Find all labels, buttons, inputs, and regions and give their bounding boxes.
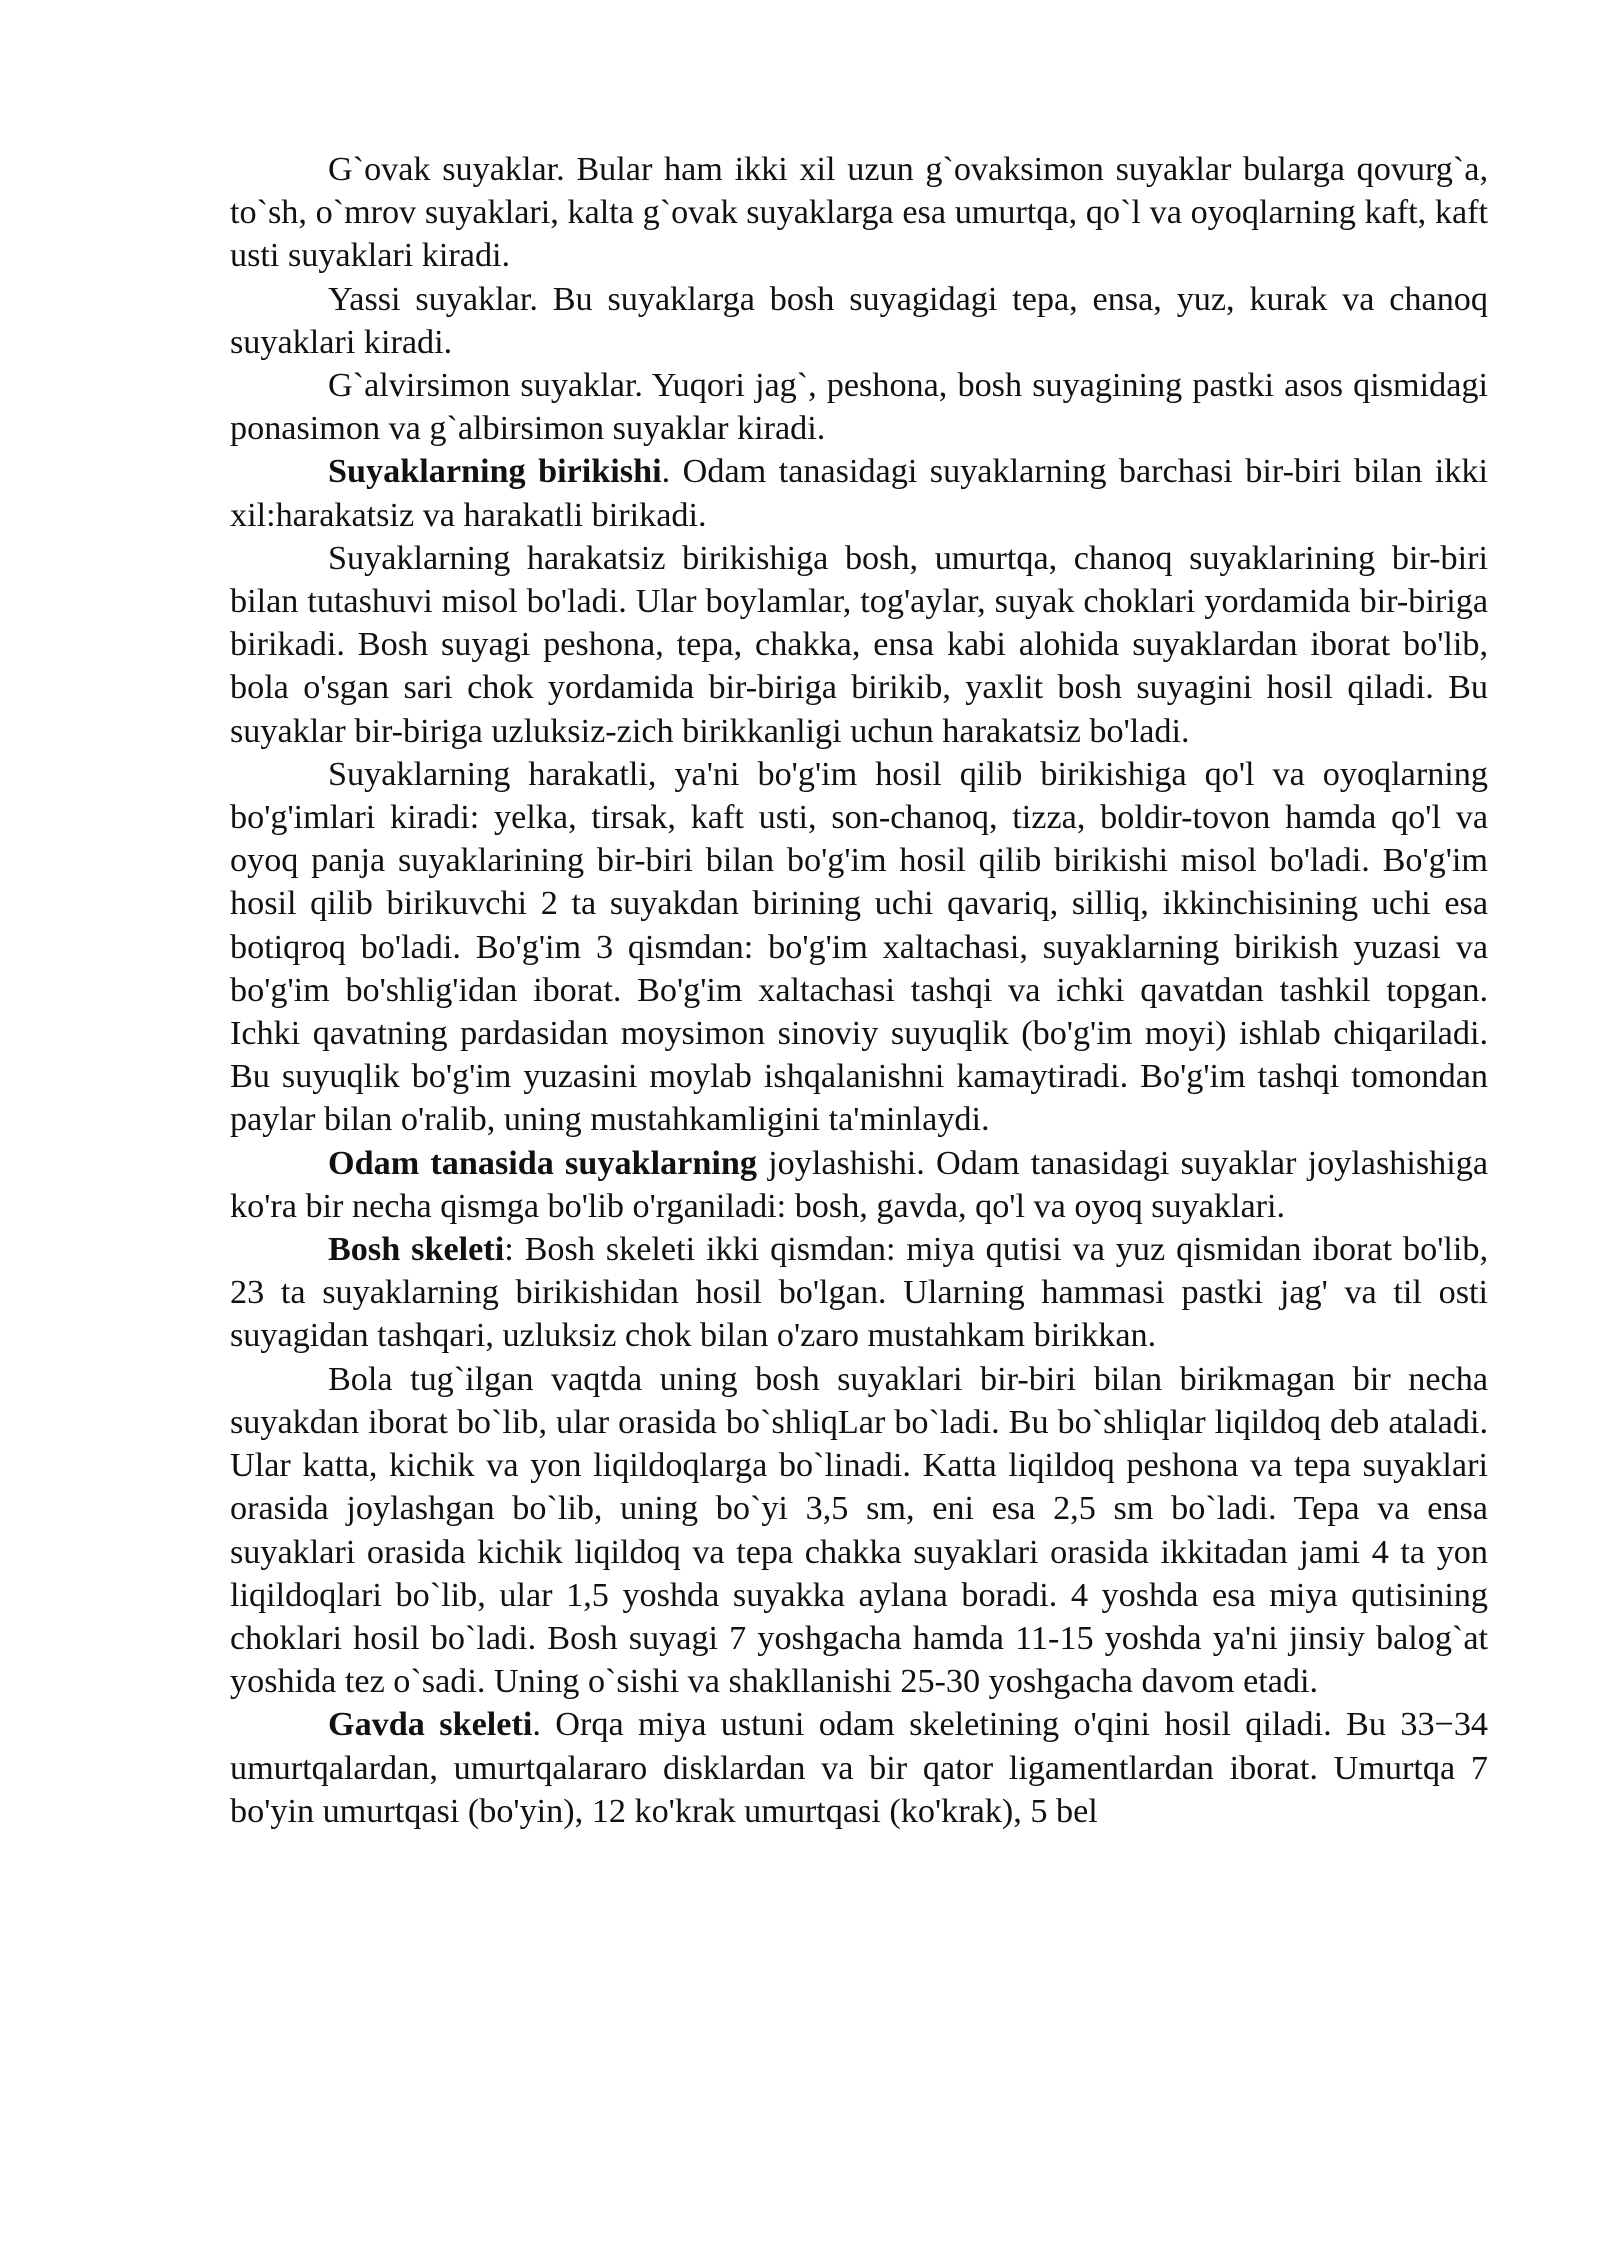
paragraph-text: Suyaklarning harakatsiz birikishiga bosh, umurtqa, chanoq suyaklarining bir-biri bilan tutashuvi misol bo'ladi. Ular boylamlar, tog'aylar, suyak choklari yordamida bir-biriga birikadi. Bosh suyagi peshona, tepa, chakka, ensa kabi alohida suyaklardan iborat bo'lib, bola o'sgan sari chok yordamida bir-biriga birikib, yaxlit bosh suyagini hosil qiladi. Bu suyaklar bir-biriga uzluksiz-zich birikkanligi uchun harakatsiz bo'ladi. (230, 539, 1488, 750)
paragraph-gavda-skeleti (230, 1703, 1488, 1833)
paragraph-text: G`alvirsimon suyaklar. Yuqori jag`, peshona, bosh suyagining pastki asos qismidagi ponasimon va g`albirsimon suyaklar kiradi. (230, 367, 1488, 448)
paragraph-suyaklarning-joylashishi (230, 1142, 1488, 1228)
paragraph-heading: Gavda skeleti (328, 1706, 533, 1744)
paragraph-text: G`ovak suyaklar. Bular ham ikki xil uzun g`ovaksimon suyaklar bularga qovurg`a, to`sh, o`mrov suyaklari, kalta g`ovak suyaklarga esa umurtqa, qo`l va oyoqlarning kaft, kaft usti suyaklari kiradi. (230, 151, 1488, 275)
paragraph-heading: Suyaklarning birikishi (328, 453, 662, 491)
paragraph-yassi-suyaklar (230, 278, 1488, 364)
paragraph-liqildoqlar (230, 1358, 1488, 1704)
paragraph-harakatli-birikish (230, 753, 1488, 1142)
paragraph-text: . Orqa miya ustuni odam skeletining o'qini hosil qiladi. Bu 33−34 umurtqalardan, umurtqalararo disklardan va bir qator ligamentlardan iborat. Umurtqa 7 bo'yin umurtqasi (bo'yin), 12 ko'krak umurtqasi (ko'krak), 5 bel (230, 1706, 1489, 1830)
paragraph-text: Yassi suyaklar. Bu suyaklarga bosh suyagidagi tepa, ensa, yuz, kurak va chanoq suyaklari kiradi. (230, 280, 1488, 361)
paragraph-suyaklarning-birikishi (230, 450, 1488, 536)
paragraph-galvirsimon-suyaklar (230, 364, 1488, 450)
paragraph-govak-suyaklar (230, 148, 1488, 278)
paragraph-text: . Odam tanasidagi suyaklarning barchasi bir-biri bilan ikki xil:harakatsiz va harakatli birikadi. (230, 453, 1488, 534)
paragraph-text: : Bosh skeleti ikki qismdan: miya qutisi va yuz qismidan iborat bo'lib, 23 ta suyaklarning birikishidan hosil bo'lgan. Ularning hammasi pastki jag' va til osti suyagidan tashqari, uzluksiz chok bilan o'zaro mustahkam birikkan. (230, 1231, 1489, 1355)
paragraph-bosh-skeleti (230, 1228, 1488, 1358)
paragraph-text: joylashishi. Odam tanasidagi suyaklar joylashishiga ko'ra bir necha qismga bo'lib o'rganiladi: bosh, gavda, qo'l va oyoq suyaklari. (230, 1144, 1489, 1225)
paragraph-heading: Bosh skeleti (328, 1231, 505, 1269)
document-page (230, 148, 1488, 1833)
paragraph-text: Bola tug`ilgan vaqtda uning bosh suyaklari bir-biri bilan birikmagan bir necha suyakdan iborat bo`lib, ular orasida bo`shliqLar bo`ladi. Bu bo`shliqlar liqildoq deb ataladi. Ular katta, kichik va yon liqildoqlarga bo`linadi. Katta liqildoq peshona va tepa suyaklari orasida joylashgan bo`lib, uning bo`yi 3,5 sm, eni esa 2,5 sm bo`ladi. Tepa va ensa suyaklari orasida kichik liqildoq va tepa chakka suyaklari orasida ikkitadan jami 4 ta yon liqildoqlari bo`lib, ular 1,5 yoshda suyakka aylana boradi. 4 yoshda esa miya qutisining choklari hosil bo`ladi. Bosh suyagi 7 yoshgacha hamda 11-15 yoshda ya'ni jinsiy balog`at yoshida tez o`sadi. Uning o`sishi va shakllanishi 25-30 yoshgacha davom etadi. (230, 1360, 1488, 1701)
paragraph-heading: Odam tanasida suyaklarning (328, 1144, 757, 1182)
paragraph-text: Suyaklarning harakatli, ya'ni bo'g'im hosil qilib birikishiga qo'l va oyoqlarning bo'g'imlari kiradi: yelka, tirsak, kaft usti, son-chanoq, tizza, boldir-tovon hamda qo'l va oyoq panja suyaklarining bir-biri bilan bo'g'im hosil qilib birikishi misol bo'ladi. Bo'g'im hosil qilib birikuvchi 2 ta suyakdan birining uchi qavariq, silliq, ikkinchisining uchi esa botiqroq bo'ladi. Bo'g'im 3 qismdan: bo'g'im xaltachasi, suyaklarning birikish yuzasi va bo'g'im bo'shlig'idan iborat. Bo'g'im xaltachasi tashqi va ichki qavatdan tashkil topgan. Ichki qavatning pardasidan moysimon sinoviy suyuqlik (bo'g'im moyi) ishlab chiqariladi. Bu suyuqlik bo'g'im yuzasini moylab ishqalanishni kamaytiradi. Bo'g'im tashqi tomondan paylar bilan o'ralib, uning mustahkamligini ta'minlaydi. (230, 755, 1488, 1139)
paragraph-harakatsiz-birikish (230, 537, 1488, 753)
